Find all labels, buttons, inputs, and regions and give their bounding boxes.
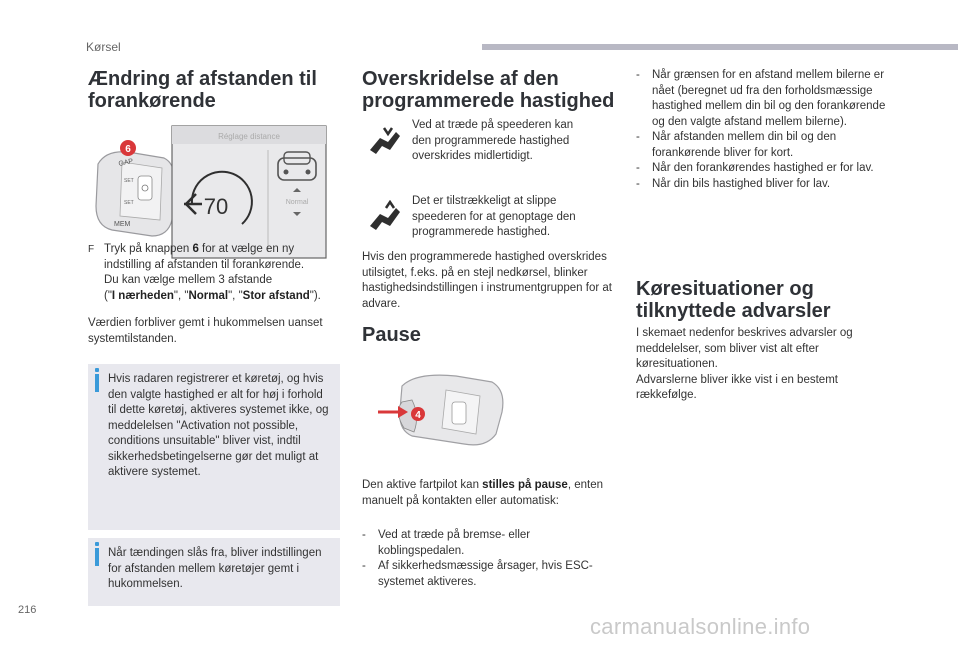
list-item: - Af sikkerhedsmæssige årsager, hvis ESC-systemet aktiveres. <box>362 559 616 590</box>
callout-4: 4 <box>415 410 421 421</box>
memory-paragraph: Værdien forbliver gemt i hukommelsen uanset systemtilstanden. <box>88 317 323 345</box>
list-item: - Når grænsen for en afstand mellem bilerne er nået (beregnet ud fra den forholdsmæssige hastighed mellem din bil og den forankørende og den valgte afstand mellem bilerne). <box>636 68 888 130</box>
situations-text-1: I skemaet nedenfor beskrives advarsler og meddelelser, som bliver vist alt efter køresituationen. <box>636 327 853 370</box>
note-ignition-text: Når tændingen slås fra, bliver indstillingen for afstanden mellem køretøjer gemt i hukommelsen. <box>108 547 322 590</box>
opt-sep-2: ", " <box>228 289 243 302</box>
section-title-pause: Pause <box>362 324 421 346</box>
step-marker: F <box>88 244 95 255</box>
list-item: - Ved at træde på bremse- eller koblingspedalen. <box>362 528 616 559</box>
opt-sep-1: ", " <box>173 289 189 302</box>
pause-paragraph <box>362 478 616 509</box>
screen-title: Réglage distance <box>218 132 280 141</box>
option-far: Stor afstand <box>242 289 310 302</box>
info-icon <box>95 368 99 372</box>
pause-bold: stilles på pause <box>482 479 568 491</box>
distance-illustration <box>92 124 328 260</box>
info-note-radar <box>88 364 340 530</box>
option-near: I nærheden <box>111 289 174 302</box>
callout-6: 6 <box>125 144 131 155</box>
warning-conditions-list <box>636 68 888 192</box>
pause-text-1: Den aktive fartpilot kan <box>362 479 483 491</box>
section-header: Kørsel <box>86 40 121 54</box>
distance-figure <box>92 124 328 260</box>
section-title-distance: Ændring af afstanden til forankørende <box>88 68 317 112</box>
stalk-label-mem: MEM <box>114 221 131 228</box>
pause-figure <box>376 368 508 450</box>
list-item: - Når afstanden mellem din bil og den forankørende bliver for kort. <box>636 130 888 161</box>
info-icon <box>95 542 99 546</box>
page-number: 216 <box>18 604 37 616</box>
accelerator-press-icon <box>366 124 402 158</box>
step-text-1: Tryk på knappen <box>104 243 193 255</box>
section-title-overspeed: Overskridelse af den programmerede hastighed <box>362 68 615 112</box>
distance-label: Normal <box>285 199 309 206</box>
list-item: - Når din bils hastighed bliver for lav. <box>636 177 888 193</box>
header-bar <box>482 44 958 50</box>
gauge-value: 70 <box>203 194 229 219</box>
step-instruction <box>88 242 340 304</box>
option-normal: Normal <box>188 289 229 302</box>
list-item: - Når den forankørendes hastighed er for lav. <box>636 161 888 177</box>
stalk-label-set-1: SET <box>124 178 134 184</box>
stalk-label-set-2: SET <box>124 200 134 206</box>
watermark: carmanualsonline.info <box>590 614 811 639</box>
pause-list <box>362 528 616 590</box>
step-text-2: for at vælge en ny indstilling af afstanden til forankørende. <box>104 243 305 271</box>
section-title-situations: Køresituationer og tilknyttede advarsler <box>636 278 831 322</box>
overspeed-paragraph: Hvis den programmerede hastighed overskrides utilsigtet, f.eks. på en stejl nedkørsel, blinker hastighedsindstillingen i instrumentgruppen for at advare. <box>362 251 612 310</box>
step-text-3: Du kan vælge mellem 3 afstande <box>104 274 273 286</box>
info-note-ignition <box>88 538 340 606</box>
note-radar-text: Hvis radaren registrerer et køretøj, og hvis den valgte hastighed er alt for høj i forhold til dette køretøj, aktiveres systemet ikke, og meddelelsen "Activation not possible, conditions unsuitable" bliver vist, indtil sikkerhedsbetingelserne gør det muligt at aktivere systemet. <box>108 373 329 478</box>
accelerator-press-text: Ved at træde på speederen kan den programmerede hastighed overskrides midlertidigt. <box>412 119 574 162</box>
accelerator-release-icon <box>366 200 402 234</box>
step-button: 6 <box>192 243 199 255</box>
situations-paragraph <box>636 326 870 404</box>
pause-text-2: , enten manuelt på kontakten eller automatisk: <box>362 479 603 507</box>
opt-close: "). <box>309 289 321 302</box>
situations-text-2: Advarslerne bliver ikke vist i en bestemt rækkefølge. <box>636 373 838 401</box>
accelerator-release-text: Det er tilstrækkeligt at slippe speederen for at genoptage den programmerede hastighed. <box>412 195 576 238</box>
stalk-label-gap: GAP <box>117 158 134 168</box>
opt-open: (" <box>104 289 112 302</box>
